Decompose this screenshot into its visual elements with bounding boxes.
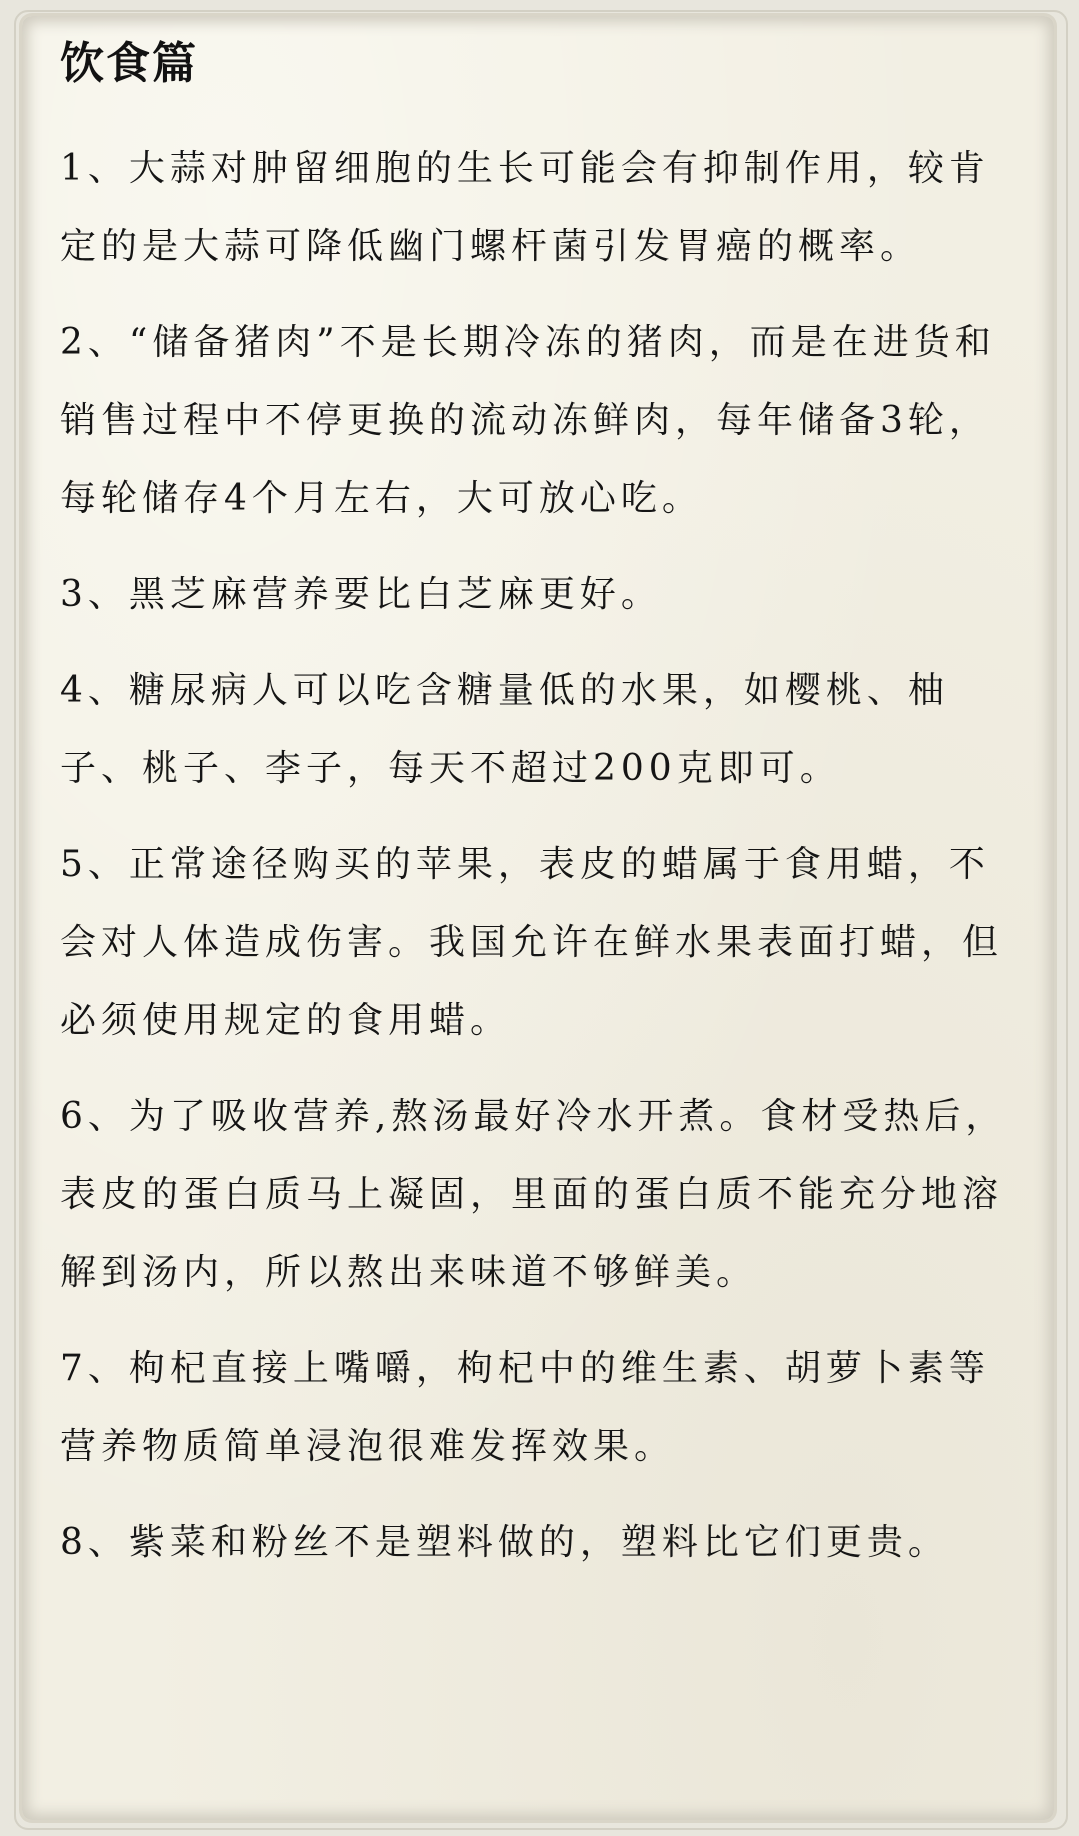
- tip-item-2: 2、“储备猪肉”不是长期冷冻的猪肉，而是在进货和销售过程中不停更换的流动冻鲜肉，每年储备3轮，每轮储存4个月左右，大可放心吃。: [60, 322, 996, 519]
- tips-list: [60, 130, 1020, 1600]
- tip-item-4: 4、糖尿病人可以吃含糖量低的水果，如樱桃、柚子、桃子、李子，每天不超过200克即可。: [60, 670, 949, 789]
- tip-item-6: 6、为了吸收营养,熬汤最好冷水开煮。食材受热后，表皮的蛋白质马上凝固，里面的蛋白质不能充分地溶解到汤内，所以熬出来味道不够鲜美。: [60, 1096, 1007, 1293]
- tip-item-8: 8、紫菜和粉丝不是塑料做的，塑料比它们更贵。: [60, 1522, 949, 1563]
- page-title: 饮食篇: [60, 38, 198, 89]
- tip-item-1: 1、大蒜对肿留细胞的生长可能会有抑制作用，较肯定的是大蒜可降低幽门螺杆菌引发胃癌的概率。: [60, 148, 990, 267]
- tip-item-7: 7、枸杞直接上嘴嚼，枸杞中的维生素、胡萝卜素等营养物质简单浸泡很难发挥效果。: [60, 1348, 990, 1467]
- tip-item-3: 3、黑芝麻营养要比白芝麻更好。: [60, 574, 662, 615]
- tip-item-5: 5、正常途径购买的苹果，表皮的蜡属于食用蜡，不会对人体造成伤害。我国允许在鲜水果表面打蜡，但必须使用规定的食用蜡。: [60, 844, 1004, 1041]
